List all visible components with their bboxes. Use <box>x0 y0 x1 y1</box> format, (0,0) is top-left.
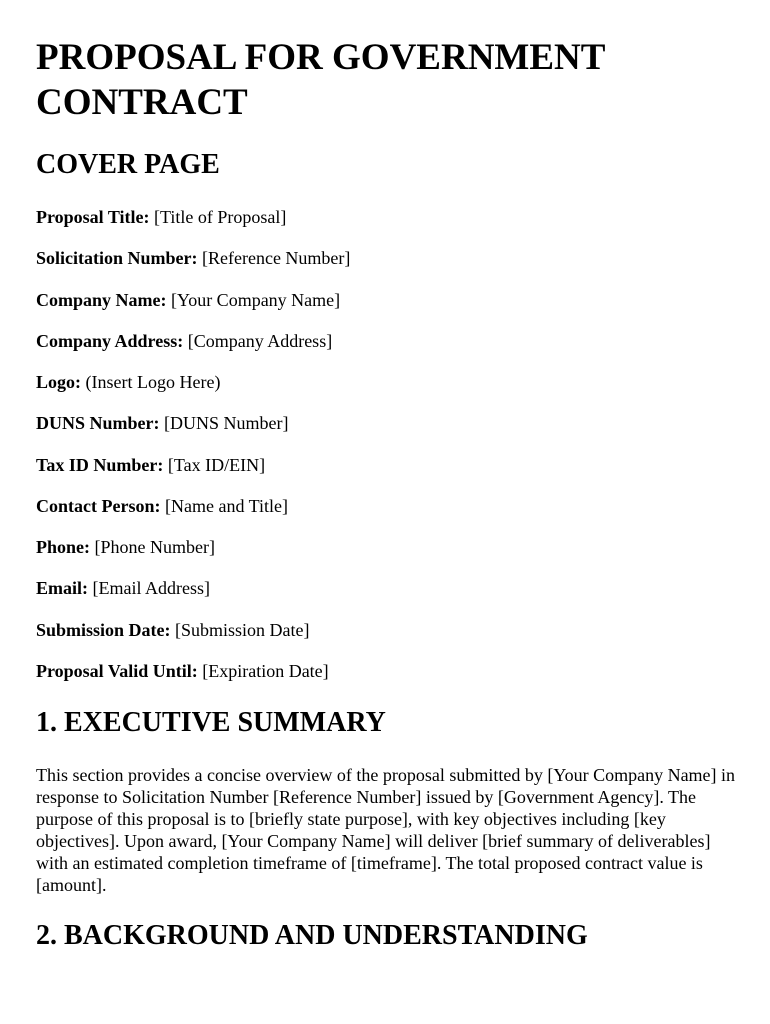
field-label: DUNS Number: <box>36 413 160 433</box>
field-label: Phone: <box>36 537 90 557</box>
field-value: [Company Address] <box>187 331 333 351</box>
field-logo <box>36 371 220 393</box>
document-title: PROPOSAL FOR GOVERNMENT CONTRACT <box>36 37 605 123</box>
field-label: Contact Person: <box>36 496 161 516</box>
field-value: [Tax ID/EIN] <box>167 455 266 475</box>
field-solicitation-number <box>36 247 350 269</box>
field-value: [Name and Title] <box>164 496 288 516</box>
field-label: Company Address: <box>36 331 184 351</box>
field-label: Logo: <box>36 372 81 392</box>
field-tax-id-number <box>36 454 265 476</box>
field-company-address <box>36 330 332 352</box>
field-proposal-title <box>36 206 286 228</box>
field-label: Submission Date: <box>36 620 171 640</box>
field-duns-number <box>36 412 288 434</box>
executive-summary-body: This section provides a concise overview of the proposal submitted by [Your Company Name] in response to Solicitation Number [Reference Number] issued by [Government Agency]. The purpose of this proposal is to [briefly state purpose], with key objectives including [key objectives]. Upon award, [Your Company Name] will deliver [brief summary of deliverables] with an estimated completion timeframe of [timeframe]. The total proposed contract value is [amount]. <box>36 765 736 895</box>
field-value: [Phone Number] <box>94 537 215 557</box>
field-label: Proposal Title: <box>36 207 150 227</box>
field-value: [Email Address] <box>92 578 210 598</box>
field-submission-date <box>36 619 310 641</box>
executive-summary-heading: 1. EXECUTIVE SUMMARY <box>36 707 386 738</box>
field-company-name <box>36 289 340 311</box>
cover-page-heading: COVER PAGE <box>36 149 220 180</box>
field-value: (Insert Logo Here) <box>85 372 221 392</box>
field-value: [DUNS Number] <box>164 413 289 433</box>
field-value: [Expiration Date] <box>202 661 329 681</box>
field-label: Solicitation Number: <box>36 248 198 268</box>
field-value: [Title of Proposal] <box>154 207 287 227</box>
field-label: Tax ID Number: <box>36 455 164 475</box>
background-heading: 2. BACKGROUND AND UNDERSTANDING <box>36 920 588 951</box>
field-phone <box>36 536 215 558</box>
field-email <box>36 577 210 599</box>
field-proposal-valid-until <box>36 660 329 682</box>
field-label: Email: <box>36 578 88 598</box>
field-value: [Submission Date] <box>175 620 310 640</box>
field-contact-person <box>36 495 288 517</box>
field-label: Proposal Valid Until: <box>36 661 198 681</box>
field-value: [Reference Number] <box>202 248 351 268</box>
field-value: [Your Company Name] <box>171 290 341 310</box>
field-label: Company Name: <box>36 290 167 310</box>
